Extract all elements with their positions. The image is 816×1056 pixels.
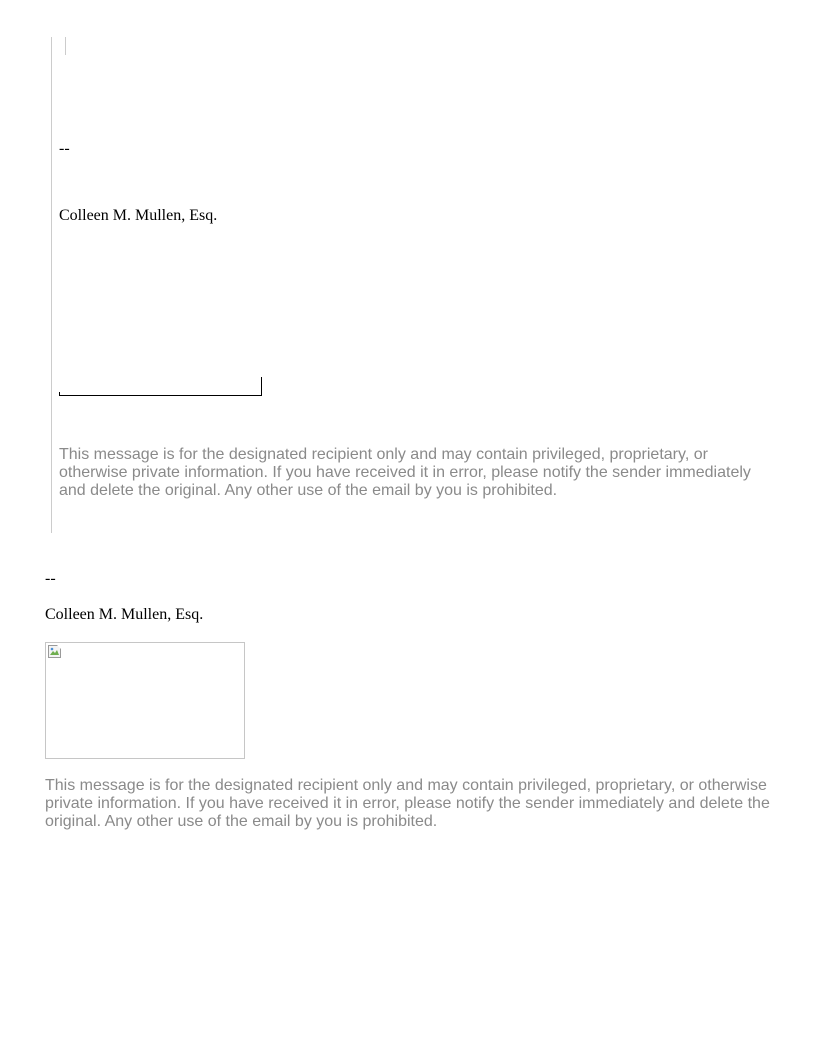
- signature-name: Colleen M. Mullen, Esq.: [45, 606, 204, 623]
- quoted-signature-name: Colleen M. Mullen, Esq.: [59, 207, 218, 224]
- signature-disclaimer: This message is for the designated recipient only and may contain privileged, proprietary, or otherwise private information. If you have received it in error, please notify the sender immediately and delete the original. Any other use of the email by you is prohibited.: [45, 777, 770, 830]
- broken-image-icon: [48, 645, 62, 659]
- quoted-disclaimer: This message is for the designated recipient only and may contain privileged, proprietary, or otherwise private information. If you have received it in error, please notify the sender immediately and delete the original. Any other use of the email by you is prohibited.: [59, 446, 751, 499]
- quoted-signature-separator: --: [59, 140, 70, 157]
- signature-separator: --: [45, 570, 56, 587]
- quote-border-inner: [65, 37, 66, 55]
- quoted-signature-image: [59, 377, 262, 396]
- quote-border-outer: [51, 37, 52, 533]
- signature-image: [45, 642, 245, 759]
